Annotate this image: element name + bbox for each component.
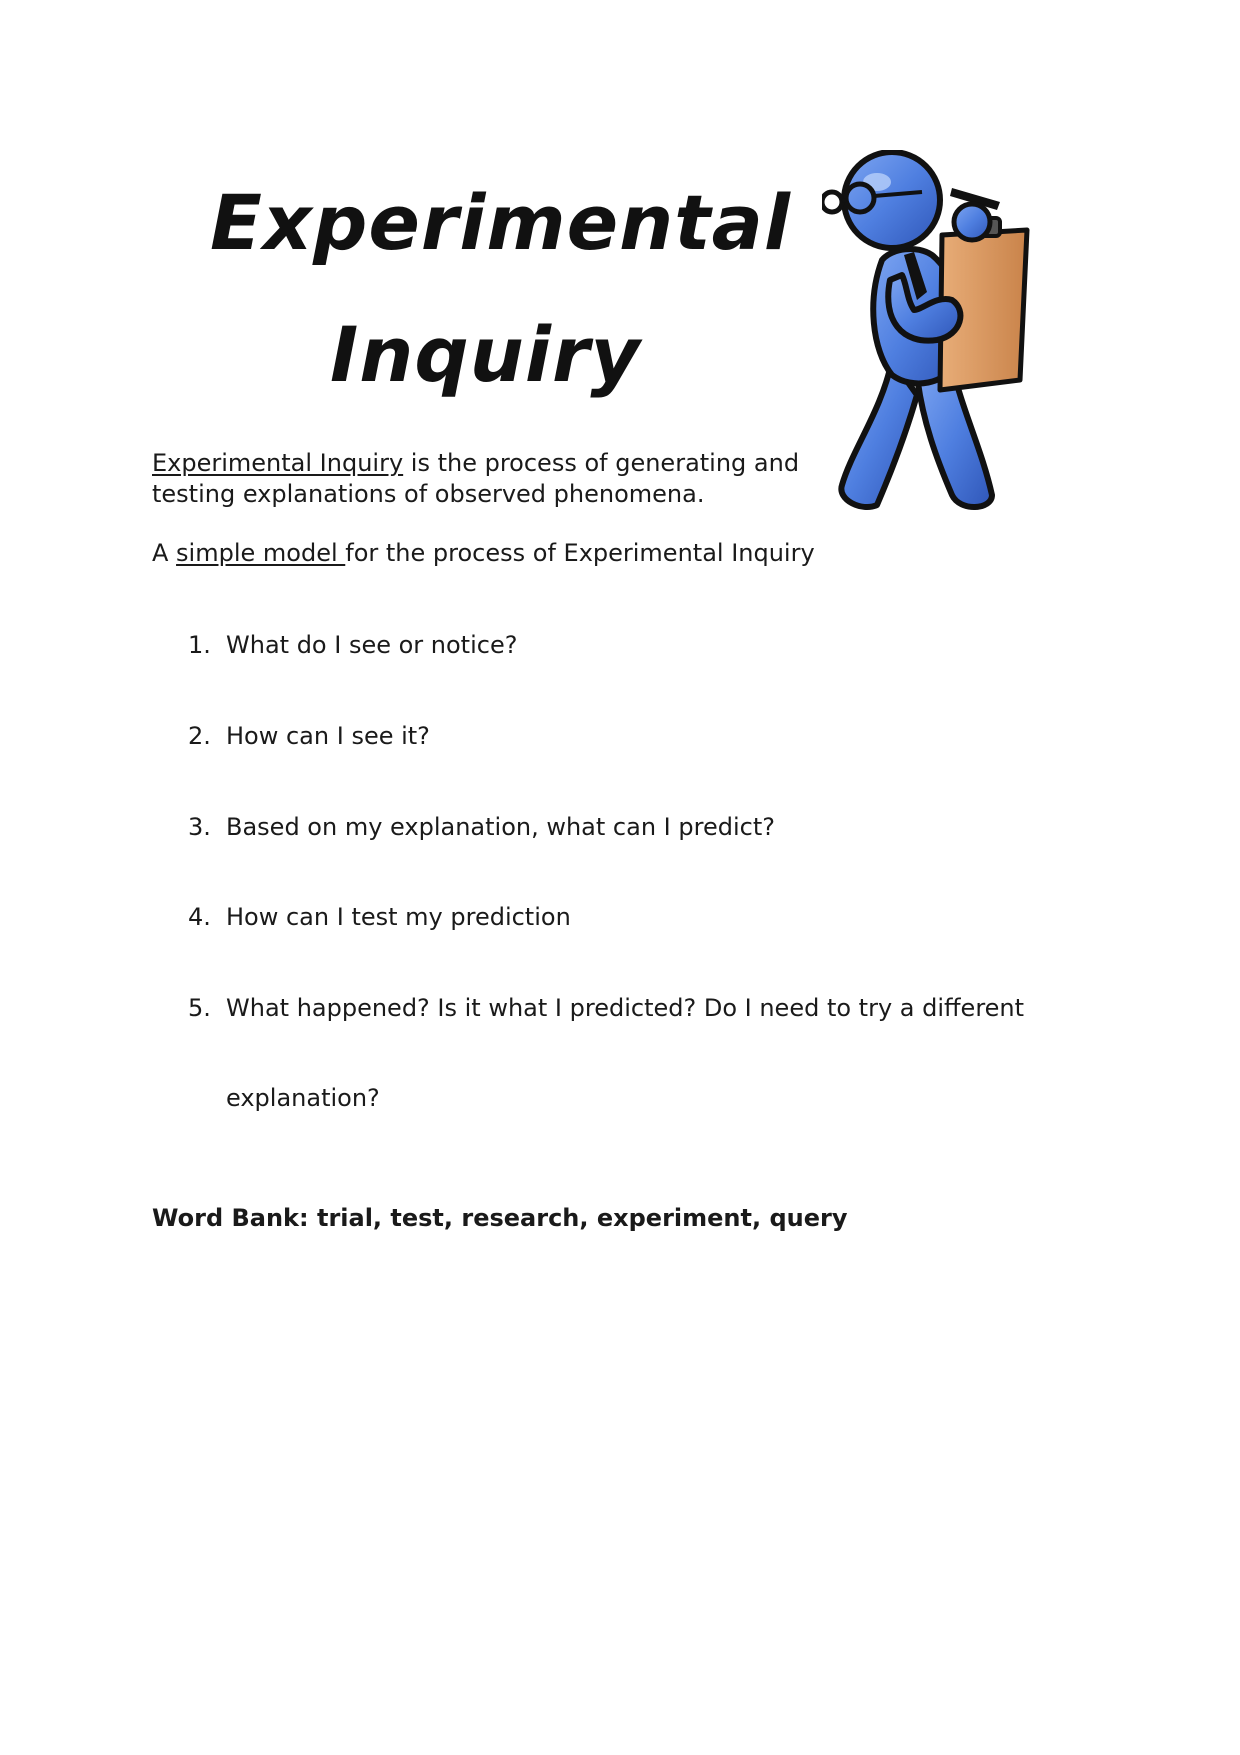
model-intro xyxy=(152,538,815,569)
page-title-line-1: Experimental xyxy=(210,178,791,267)
list-text: What do I see or notice? xyxy=(226,631,518,659)
list-item xyxy=(188,630,517,661)
list-item xyxy=(188,902,571,933)
list-text: Based on my explanation, what can I predict? xyxy=(226,813,775,841)
list-text: What happened? Is it what I predicted? Do I need to try a different xyxy=(226,994,1025,1022)
list-text: How can I test my prediction xyxy=(226,903,571,931)
list-number: 4. xyxy=(188,903,211,931)
word-bank: Word Bank: trial, test, research, experiment, query xyxy=(152,1204,848,1232)
scientist-with-clipboard-icon xyxy=(822,150,1062,530)
model-intro-prefix: A xyxy=(152,539,177,567)
list-text-continuation: explanation? xyxy=(226,1084,380,1112)
list-item xyxy=(188,721,430,752)
list-number: 5. xyxy=(188,994,211,1022)
list-item xyxy=(188,812,775,843)
definition-line-1 xyxy=(152,448,799,479)
list-number: 1. xyxy=(188,631,211,659)
list-number: 2. xyxy=(188,722,211,750)
definition-line-2: testing explanations of observed phenomena. xyxy=(152,480,705,508)
list-text: How can I see it? xyxy=(226,722,430,750)
model-intro-suffix: for the process of Experimental Inquiry xyxy=(345,539,815,567)
definition-rest: is the process of generating and xyxy=(403,449,800,477)
model-intro-link: simple model xyxy=(176,539,346,567)
list-item xyxy=(188,993,1024,1024)
page-title-line-2: Inquiry xyxy=(330,310,641,399)
list-number: 3. xyxy=(188,813,211,841)
definition-term: Experimental Inquiry xyxy=(152,449,404,477)
